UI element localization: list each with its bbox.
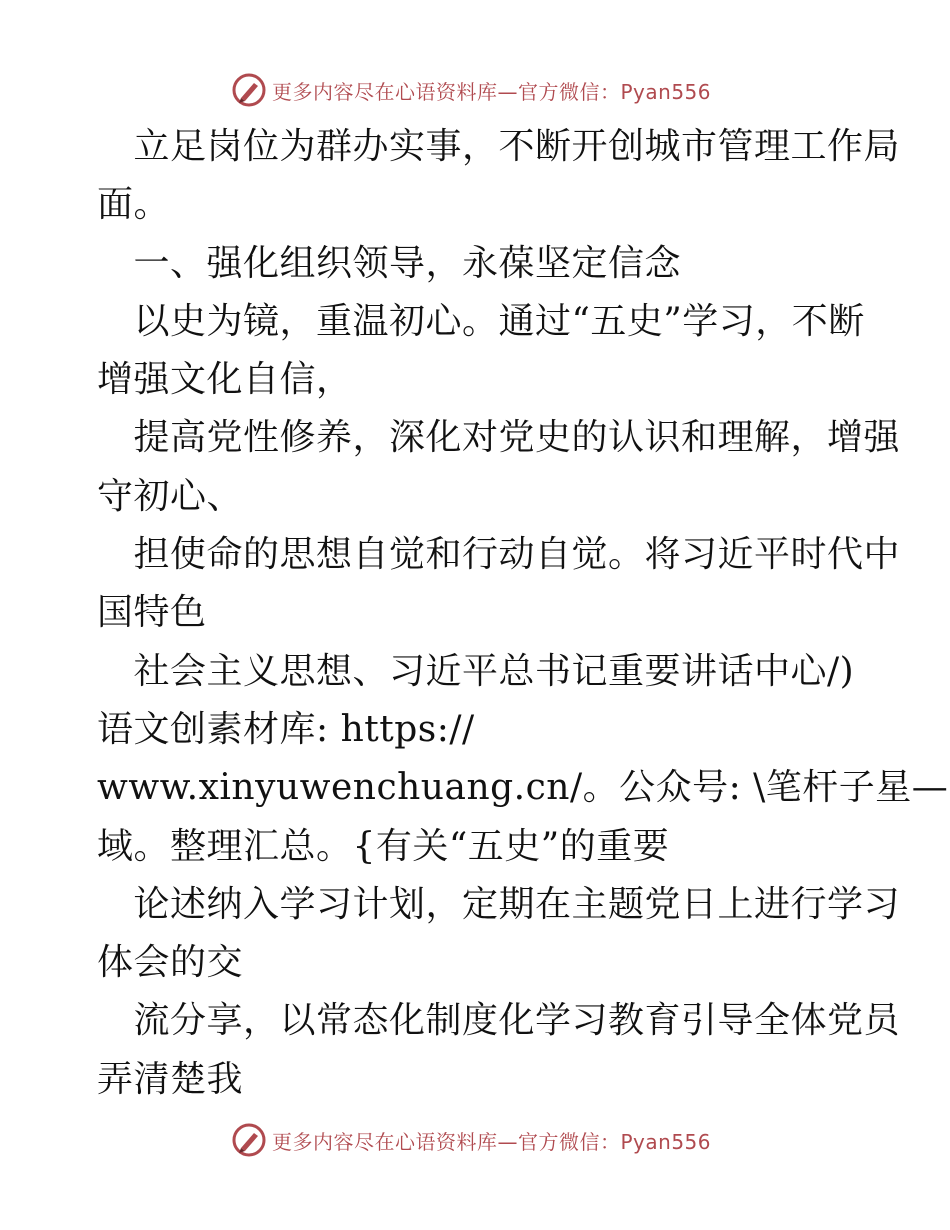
body-line: 增强文化自信， xyxy=(97,359,353,401)
body-line: 体会的交 xyxy=(97,942,244,984)
body-line: 弄清楚我 xyxy=(97,1058,244,1100)
header-banner-text: 更多内容尽在心语资料库—官方微信：Pyan556 xyxy=(272,79,712,104)
body-line: 流分享，以常态化制度化学习教育引导全体党员 xyxy=(97,1000,901,1042)
footer-watermark-banner xyxy=(232,1122,711,1158)
body-line: 社会主义思想、习近平总书记重要讲话中心/) xyxy=(97,650,855,692)
header-watermark-banner xyxy=(232,72,711,108)
footer-banner-text: 更多内容尽在心语资料库—官方微信：Pyan556 xyxy=(272,1129,712,1154)
body-line: 守初心、 xyxy=(97,475,244,517)
document-body xyxy=(97,118,949,1109)
body-line: 论述纳入学习计划，定期在主题党日上进行学习 xyxy=(97,883,901,925)
body-line: www.xinyuwenchuang.cn/。公众号: \笔杆子星— xyxy=(97,767,949,809)
body-line: 国特色 xyxy=(97,592,207,634)
section-heading: 一、强化组织领导，永葆坚定信念 xyxy=(97,242,682,284)
body-line: 域。整理汇总。{有关“五史”的重要 xyxy=(97,825,670,867)
body-line: 担使命的思想自觉和行动自觉。将习近平时代中 xyxy=(97,534,901,576)
body-line: 面。 xyxy=(97,184,171,226)
body-line: 语文创素材库: https:// xyxy=(97,708,475,750)
body-line: 立足岗位为群办实事，不断开创城市管理工作局 xyxy=(97,126,901,167)
body-line: 提高党性修养，深化对党史的认识和理解，增强 xyxy=(97,417,901,459)
pen-circle-logo-icon xyxy=(232,1123,266,1157)
body-line: 以史为镜，重温初心。通过“五史”学习，不断 xyxy=(97,300,865,342)
pen-circle-logo-icon xyxy=(232,73,266,107)
